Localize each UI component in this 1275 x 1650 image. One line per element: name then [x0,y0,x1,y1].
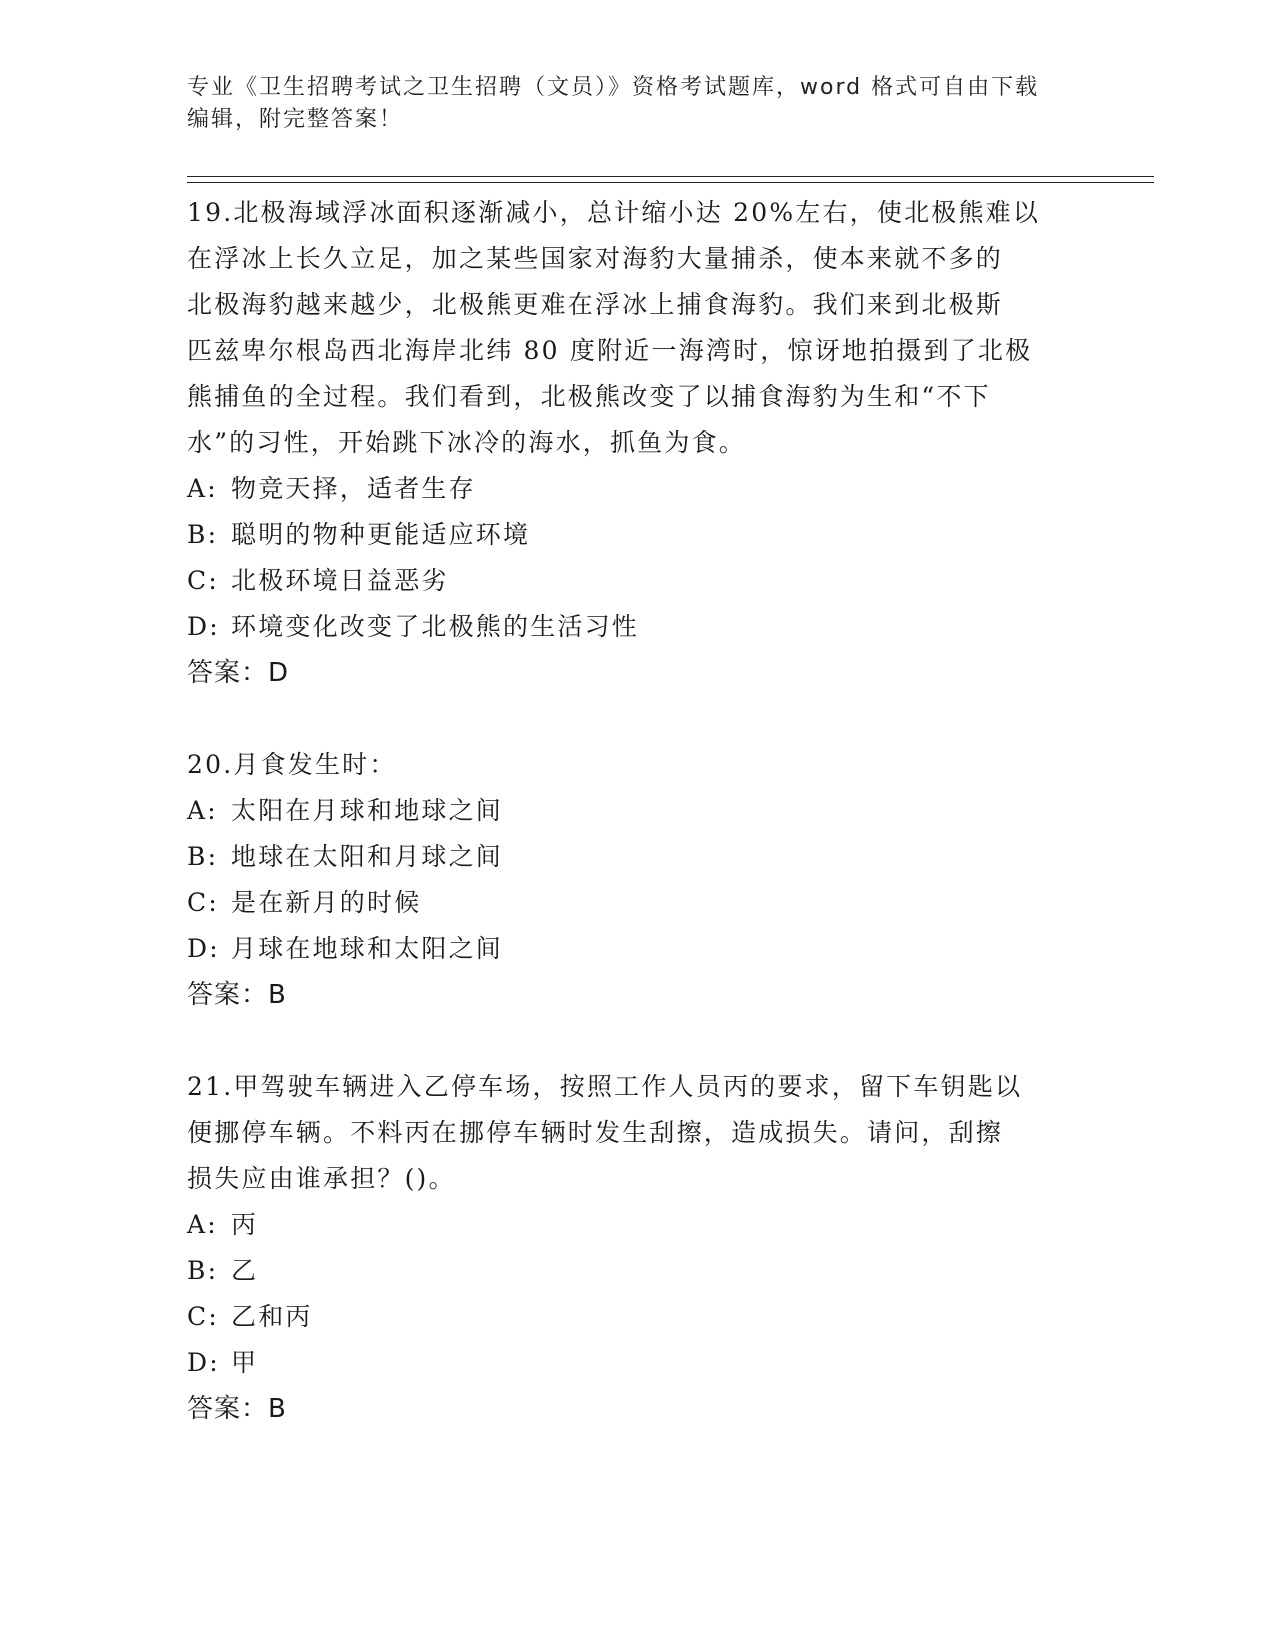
option-a [187,1202,1087,1248]
question-line: 匹兹卑尔根岛西北海岸北纬 80 度附近一海湾时，惊讶地拍摄到了北极 [187,336,1033,365]
option-letter: C: [187,566,219,595]
option-c [187,1294,1087,1340]
option-d [187,604,1087,650]
option-d [187,1340,1087,1386]
question-line: 甲驾驶车辆进入乙停车场，按照工作人员丙的要求，留下车钥匙以 [233,1072,1023,1101]
option-c [187,558,1087,604]
option-c [187,880,1087,926]
option-letter: B: [187,842,219,871]
spacer [187,696,1087,742]
option-text: 乙 [231,1256,259,1285]
option-d [187,926,1087,972]
option-text: 物竞天择，适者生存 [231,474,476,503]
option-text: 北极环境日益恶劣 [231,566,449,595]
header-line-2: 编辑，附完整答案！ [187,107,404,132]
question-line: 便挪停车辆。不料丙在挪停车辆时发生刮擦，造成损失。请问，刮擦 [187,1118,1004,1147]
question-line: 水”的习性，开始跳下冰冷的海水，抓鱼为食。 [187,428,746,457]
question-line: 月食发生时： [233,750,397,779]
question-number: 21. [187,1072,234,1101]
option-letter: B: [187,520,219,549]
question-19 [187,190,1087,696]
header-divider-bottom [187,182,1154,183]
option-text: 环境变化改变了北极熊的生活习性 [231,612,640,641]
answer-label: 答案：B [187,980,287,1010]
option-a [187,788,1087,834]
option-letter: D: [187,934,220,963]
document-header [187,72,1087,136]
option-b [187,834,1087,880]
question-text [187,1064,1087,1110]
option-text: 乙和丙 [231,1302,313,1331]
option-b [187,1248,1087,1294]
question-line: 熊捕鱼的全过程。我们看到，北极熊改变了以捕食海豹为生和“不下 [187,382,991,411]
option-b [187,512,1087,558]
question-line: 北极海豹越来越少，北极熊更难在浮冰上捕食海豹。我们来到北极斯 [187,290,1004,319]
option-text: 甲 [231,1348,259,1377]
option-letter: A: [187,1210,218,1239]
option-letter: D: [187,1348,220,1377]
option-letter: C: [187,888,219,917]
question-number: 19. [187,198,234,227]
option-text: 聪明的物种更能适应环境 [231,520,531,549]
question-list [187,190,1087,1432]
answer-label: 答案：B [187,1394,287,1424]
option-letter: A: [187,796,218,825]
question-text [187,742,1087,788]
option-letter: D: [187,612,220,641]
header-divider-top [187,176,1154,177]
option-letter: A: [187,474,218,503]
option-text: 地球在太阳和月球之间 [231,842,504,871]
spacer [187,1018,1087,1064]
question-number: 20. [187,750,234,779]
option-text: 是在新月的时候 [231,888,422,917]
question-line: 损失应由谁承担？()。 [187,1164,456,1193]
question-21 [187,1064,1087,1432]
answer-label: 答案：D [187,658,290,688]
header-line-1: 专业《卫生招聘考试之卫生招聘（文员）》资格考试题库，word 格式可自由下载 [187,75,1040,100]
question-line: 北极海域浮冰面积逐渐减小，总计缩小达 20%左右，使北极熊难以 [233,198,1041,227]
option-letter: C: [187,1302,219,1331]
question-20 [187,742,1087,1018]
option-text: 丙 [231,1210,259,1239]
option-letter: B: [187,1256,219,1285]
question-text [187,190,1087,236]
option-text: 月球在地球和太阳之间 [231,934,504,963]
option-a [187,466,1087,512]
question-line: 在浮冰上长久立足，加之某些国家对海豹大量捕杀，使本来就不多的 [187,244,1004,273]
option-text: 太阳在月球和地球之间 [231,796,504,825]
